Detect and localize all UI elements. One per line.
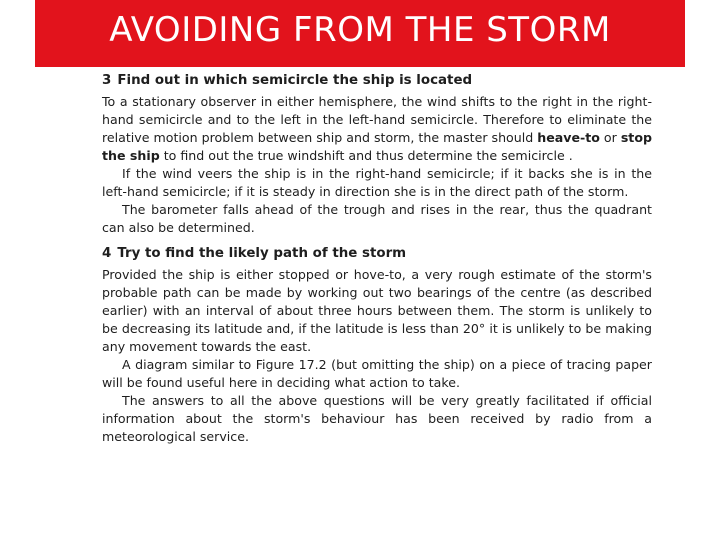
- section-3-paragraph-1-text-d: to find out the true windshift and thus determine the semicircle .: [159, 148, 573, 163]
- heave-to-emphasis: heave-to: [537, 130, 600, 145]
- section-4-heading-text: Try to find the likely path of the storm: [117, 246, 407, 261]
- slide-title: AVOIDING FROM THE STORM: [109, 10, 611, 50]
- section-3-paragraph-1: [102, 93, 652, 165]
- section-3-number: 3: [102, 73, 112, 88]
- section-3-paragraph-1-text-a: To a stationary observer in either hemisphere, the wind shifts to the right in the right-hand semicircle and to the left in the left-hand semicircle. Therefore to eliminate the relative motion problem between ship and storm, the master should: [102, 94, 652, 145]
- stop-the-ship-emphasis: stop the ship: [102, 130, 652, 163]
- section-4-paragraph-1: Provided the ship is either stopped or hove-to, a very rough estimate of the storm's probable path can be made by working out two bearings of the centre (as described earlier) with an interval of about three hours between them. The storm is unlikely to be decreasing its latitude and, if the latitude is less than 20° it is unlikely to be making any movement towards the east.: [102, 267, 652, 354]
- section-4-heading: [102, 245, 652, 263]
- title-banner: [35, 0, 685, 67]
- section-3-paragraph-2: If the wind veers the ship is in the right-hand semicircle; if it backs she is in the left-hand semicircle; if it is steady in direction she is in the direct path of the storm.: [102, 166, 652, 199]
- section-3-heading-text: Find out in which semicircle the ship is located: [117, 73, 473, 88]
- section-3-paragraph-3: The barometer falls ahead of the trough and rises in the rear, thus the quadrant can also be determined.: [102, 202, 652, 235]
- section-4-paragraph-2: A diagram similar to Figure 17.2 (but omitting the ship) on a piece of tracing paper will be found useful here in deciding what action to take.: [102, 357, 652, 390]
- section-4-number: 4: [102, 246, 112, 261]
- document-body: [102, 72, 652, 446]
- section-4-paragraph-3: The answers to all the above questions will be very greatly facilitated if official information about the storm's behaviour has been received by radio from a meteorological service.: [102, 393, 652, 444]
- section-3-heading: [102, 72, 652, 90]
- section-3-paragraph-1-text-c: or: [599, 130, 621, 145]
